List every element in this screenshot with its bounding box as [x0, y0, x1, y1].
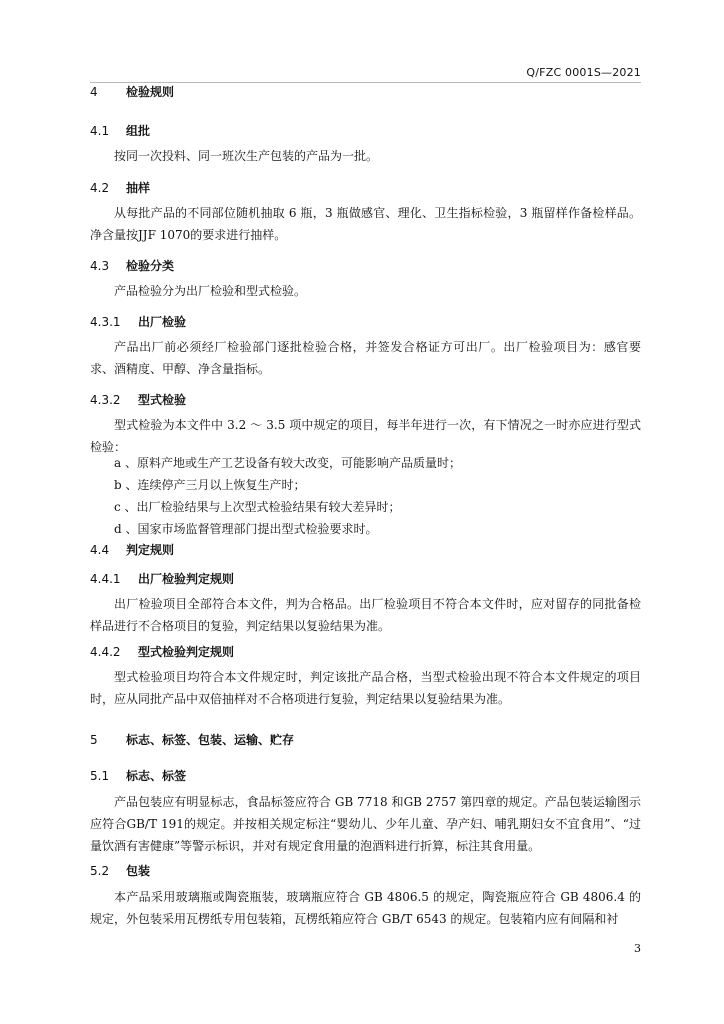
heading-number: 5 — [90, 733, 98, 747]
heading-number: 5.1 — [90, 769, 110, 783]
heading-title: 判定规则 — [126, 543, 175, 557]
heading-number: 4.2 — [90, 181, 110, 195]
page-number: 3 — [634, 942, 641, 955]
paragraph-4-1: 按同一次投料、同一班次生产包装的产品为一批。 — [114, 149, 379, 163]
heading-4-1 — [90, 122, 150, 139]
paragraph-4-2: 从每批产品的不同部位随机抽取 6 瓶，3 瓶做感官、理化、卫生指标检验，3 瓶留样作备检样品。净含量按JJF 1070的要求进行抽样。 — [90, 206, 641, 242]
heading-title: 抽样 — [126, 181, 151, 195]
heading-number: 4.1 — [90, 124, 110, 138]
heading-4-4-1 — [90, 570, 234, 587]
heading-title: 出厂检验 — [138, 315, 187, 329]
heading-5 — [90, 731, 294, 748]
list-item: d 、国家市场监督管理部门提出型式检验要求时。 — [114, 522, 378, 536]
heading-title: 检验分类 — [126, 259, 175, 273]
heading-4-2 — [90, 179, 150, 196]
heading-number: 4.3.1 — [90, 315, 121, 329]
heading-4-3-1 — [90, 313, 186, 330]
paragraph-4-4-1: 出厂检验项目全部符合本文件，判为合格品。出厂检验项目不符合本文件时，应对留存的同批备检样品进行不合格项目的复验，判定结果以复验结果为准。 — [90, 597, 641, 633]
document-code: Q/FZC 0001S—2021 — [526, 66, 641, 79]
heading-title: 组批 — [126, 124, 151, 138]
heading-number: 4.4.2 — [90, 645, 121, 659]
paragraph-4-3: 产品检验分为出厂检验和型式检验。 — [114, 284, 307, 298]
heading-4-4 — [90, 541, 174, 558]
heading-title: 标志、标签、包装、运输、贮存 — [126, 733, 295, 747]
heading-title: 出厂检验判定规则 — [138, 572, 235, 586]
heading-title: 包装 — [126, 864, 151, 878]
heading-5-2 — [90, 862, 150, 879]
list-item: c 、出厂检验结果与上次型式检验结果有较大差异时； — [114, 500, 401, 514]
heading-number: 4.4 — [90, 543, 110, 557]
paragraph-4-4-2: 型式检验项目均符合本文件规定时，判定该批产品合格，当型式检验出现不符合本文件规定的项目时，应从同批产品中双倍抽样对不合格项进行复验，判定结果以复验结果为准。 — [90, 670, 641, 706]
heading-number: 4.4.1 — [90, 572, 121, 586]
paragraph-4-3-2: 型式检验为本文件中 3.2 ～ 3.5 项中规定的项目，每半年进行一次，有下情况之一时亦应进行型式检验： — [90, 418, 641, 454]
heading-title: 检验规则 — [126, 85, 175, 99]
paragraph-5-1: 产品包装应有明显标志，食品标签应符合 GB 7718 和GB 2757 第四章的规定。产品包装运输图示应符合GB/T 191的规定。并按相关规定标注“婴幼儿、少年儿童、孕产妇、哺乳期妇女不宜食用”、“过量饮酒有害健康”等警示标识，并对有规定食用量的泡酒料进行折算，标注其食用量。 — [90, 795, 641, 853]
heading-5-1 — [90, 767, 186, 784]
heading-4-3-2 — [90, 391, 186, 408]
heading-number: 5.2 — [90, 864, 110, 878]
paragraph-5-2: 本产品采用玻璃瓶或陶瓷瓶装，玻璃瓶应符合 GB 4806.5 的规定，陶瓷瓶应符合 GB 4806.4 的规定，外包装采用瓦楞纸专用包装箱，瓦楞纸箱应符合 GB/T 6543 的规定。包装箱内应有间隔和衬 — [90, 890, 641, 926]
heading-number: 4 — [90, 85, 98, 99]
heading-number: 4.3 — [90, 259, 110, 273]
heading-4 — [90, 83, 174, 100]
list-item: b 、连续停产三月以上恢复生产时； — [114, 478, 306, 492]
heading-title: 型式检验判定规则 — [138, 645, 235, 659]
paragraph-4-3-1: 产品出厂前必须经厂检验部门逐批检验合格，并签发合格证方可出厂。出厂检验项目为：感官要求、酒精度、甲醇、净含量指标。 — [90, 340, 641, 376]
heading-title: 型式检验 — [138, 393, 187, 407]
heading-number: 4.3.2 — [90, 393, 121, 407]
heading-4-4-2 — [90, 643, 234, 660]
heading-title: 标志、标签 — [126, 769, 187, 783]
heading-4-3 — [90, 257, 174, 274]
list-item: a 、原料产地或生产工艺设备有较大改变，可能影响产品质量时； — [114, 456, 461, 470]
